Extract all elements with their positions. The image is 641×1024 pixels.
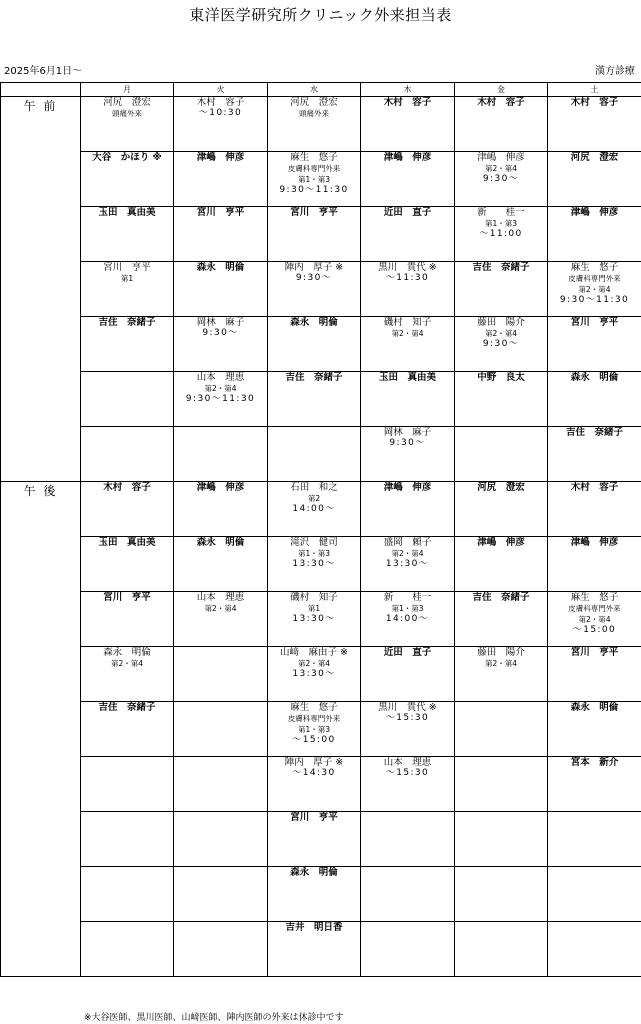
schedule-cell	[174, 647, 268, 702]
schedule-cell	[361, 207, 455, 262]
day-header: 火	[174, 83, 268, 97]
clinic-note: 第1	[307, 604, 321, 613]
schedule-cell	[548, 812, 641, 867]
schedule-cell	[81, 427, 174, 482]
doctor-name: 玉田 真由美	[378, 372, 436, 383]
clinic-hours: 9:30〜11:30	[279, 185, 349, 195]
footnote: ※大谷医師、黒川医師、山﨑医師、陣内医師の外来は休診中です	[84, 1013, 344, 1023]
doctor-name: 宮川 亨平	[570, 647, 619, 658]
schedule-cell	[174, 372, 268, 427]
doctor-name: 玉田 真由美	[98, 537, 156, 548]
schedule-cell	[81, 372, 174, 427]
clinic-note: 第2・第4	[391, 549, 424, 558]
doctor-name: 岡林 麻子	[383, 427, 432, 438]
schedule-row	[1, 702, 641, 757]
doctor-name: 木村 容子	[570, 97, 619, 108]
schedule-cell	[174, 152, 268, 207]
schedule-cell	[174, 97, 268, 152]
schedule-cell	[548, 262, 641, 317]
schedule-cell	[174, 482, 268, 537]
schedule-row	[1, 427, 641, 482]
schedule-cell	[81, 482, 174, 537]
doctor-name: 近田 直子	[383, 647, 432, 658]
doctor-name: 山﨑 麻由子 ※	[280, 647, 348, 658]
day-header: 木	[361, 83, 455, 97]
clinic-hours: 9:30〜11:30	[185, 394, 256, 404]
doctor-name: 陣内 厚子 ※	[284, 757, 344, 768]
schedule-cell	[174, 262, 268, 317]
clinic-hours: 13:30〜	[292, 559, 336, 569]
doctor-name: 宮川 亨平	[103, 262, 151, 273]
doctor-name: 黒川 貴代 ※	[378, 262, 437, 273]
doctor-name: 藤田 陽介	[477, 647, 525, 658]
clinic-note: 皮膚科専門外来	[568, 604, 621, 613]
clinic-hours: 9:30〜11:30	[559, 295, 630, 305]
doctor-name: 山本 理恵	[196, 592, 245, 603]
schedule-cell	[455, 262, 548, 317]
doctor-name: 河尻 澄宏	[290, 97, 338, 108]
schedule-row	[1, 372, 641, 427]
schedule-cell	[455, 482, 548, 537]
schedule-cell	[268, 482, 361, 537]
doctor-name: 新 桂一	[383, 592, 432, 603]
doctor-name: 森永 明倫	[290, 317, 338, 328]
schedule-cell	[81, 262, 174, 317]
doctor-name: 津嶋 伸彦	[196, 482, 245, 493]
clinic-hours: 〜11:30	[385, 273, 430, 283]
doctor-name: 河尻 澄宏	[103, 97, 151, 108]
doctor-name: 宮本 新介	[570, 757, 619, 768]
doctor-name: 津嶋 伸彦	[477, 152, 525, 163]
clinic-note: 第1・第3	[297, 175, 331, 184]
clinic-note: 皮膚科専門外来	[568, 274, 621, 283]
doctor-name: 宮川 亨平	[570, 317, 619, 328]
doctor-name: 森永 明倫	[196, 262, 245, 273]
schedule-cell	[455, 427, 548, 482]
schedule-cell	[455, 317, 548, 372]
clinic-note: 第2・第4	[297, 659, 331, 668]
doctor-name: 新 桂一	[477, 207, 525, 218]
schedule-cell	[361, 702, 455, 757]
schedule-cell	[81, 867, 174, 922]
doctor-name: 宮川 亨平	[103, 592, 151, 603]
schedule-cell	[81, 97, 174, 152]
schedule-cell	[548, 647, 641, 702]
schedule-cell	[174, 812, 268, 867]
schedule-cell	[81, 757, 174, 812]
schedule-cell	[174, 207, 268, 262]
doctor-name: 中野 良太	[477, 372, 525, 383]
clinic-hours: 9:30〜	[482, 174, 520, 184]
schedule-cell	[268, 922, 361, 977]
schedule-table	[0, 82, 641, 977]
doctor-name: 河尻 澄宏	[570, 152, 619, 163]
schedule-cell	[548, 152, 641, 207]
schedule-row	[1, 207, 641, 262]
clinic-hours: 〜15:30	[385, 713, 430, 723]
schedule-cell	[548, 207, 641, 262]
clinic-note: 頭痛外来	[299, 109, 329, 118]
schedule-row	[1, 647, 641, 702]
doctor-name: 津嶋 伸彦	[570, 537, 619, 548]
schedule-cell	[361, 262, 455, 317]
schedule-cell	[268, 592, 361, 647]
clinic-note: 第1・第3	[391, 604, 424, 613]
schedule-cell	[268, 812, 361, 867]
doctor-name: 津嶋 伸彦	[570, 207, 619, 218]
doctor-name: 森永 明倫	[196, 537, 245, 548]
doctor-name: 陣内 厚子 ※	[284, 262, 344, 273]
day-header-row	[1, 83, 641, 97]
schedule-cell	[361, 427, 455, 482]
schedule-row	[1, 262, 641, 317]
doctor-name: 宮川 亨平	[196, 207, 245, 218]
schedule-cell	[548, 702, 641, 757]
doctor-name: 山本 理恵	[383, 757, 432, 768]
clinic-hours: 9:30〜	[482, 339, 520, 349]
doctor-name: 磯村 知子	[383, 317, 432, 328]
schedule-cell	[174, 922, 268, 977]
clinic-hours: 〜14:30	[292, 768, 336, 778]
schedule-cell	[455, 372, 548, 427]
schedule-cell	[268, 262, 361, 317]
schedule-cell	[361, 922, 455, 977]
clinic-hours: 14:00〜	[385, 614, 430, 624]
doctor-name: 山本 理恵	[196, 372, 245, 383]
schedule-cell	[455, 97, 548, 152]
schedule-row	[1, 867, 641, 922]
day-header: 月	[81, 83, 174, 97]
doctor-name: 津嶋 伸彦	[383, 482, 432, 493]
schedule-cell	[361, 152, 455, 207]
schedule-cell	[81, 207, 174, 262]
clinic-note: 頭痛外来	[112, 109, 142, 118]
schedule-cell	[268, 647, 361, 702]
schedule-cell	[548, 537, 641, 592]
clinic-note: 第2・第4	[484, 164, 518, 173]
schedule-cell	[81, 647, 174, 702]
day-header: 土	[548, 83, 641, 97]
schedule-cell	[361, 812, 455, 867]
schedule-cell	[455, 757, 548, 812]
doctor-name: 宮川 亨平	[290, 207, 338, 218]
doctor-name: 大谷 かほり ※	[92, 152, 162, 163]
schedule-cell	[548, 482, 641, 537]
doctor-name: 森永 明倫	[570, 702, 619, 713]
doctor-name: 津嶋 伸彦	[477, 537, 525, 548]
schedule-cell	[268, 372, 361, 427]
doctor-name: 滝沢 健司	[290, 537, 338, 548]
schedule-cell	[81, 592, 174, 647]
clinic-hours: 13:30〜	[292, 614, 336, 624]
doctor-name: 磯村 知子	[290, 592, 338, 603]
clinic-note: 第2・第4	[484, 659, 518, 668]
doctor-name: 津嶋 伸彦	[383, 152, 432, 163]
schedule-cell	[81, 152, 174, 207]
doctor-name: 藤田 陽介	[477, 317, 525, 328]
schedule-cell	[81, 922, 174, 977]
doctor-name: 木村 容子	[196, 97, 245, 108]
doctor-name: 盛岡 頼子	[383, 537, 432, 548]
doctor-name: 黒川 貴代 ※	[378, 702, 437, 713]
doctor-name: 木村 容子	[103, 482, 151, 493]
schedule-cell	[455, 812, 548, 867]
schedule-row	[1, 812, 641, 867]
schedule-cell	[268, 867, 361, 922]
schedule-cell	[81, 812, 174, 867]
schedule-cell	[268, 702, 361, 757]
schedule-cell	[548, 757, 641, 812]
clinic-hours: 14:00〜	[292, 504, 336, 514]
schedule-cell	[361, 757, 455, 812]
clinic-hours: 9:30〜	[202, 328, 239, 338]
doctor-name: 吉住 奈緒子	[565, 427, 623, 438]
doctor-name: 河尻 澄宏	[477, 482, 525, 493]
corner-cell	[1, 83, 81, 97]
schedule-row	[1, 592, 641, 647]
doctor-name: 津嶋 伸彦	[196, 152, 245, 163]
schedule-cell	[361, 537, 455, 592]
clinic-hours: 〜15:30	[385, 768, 430, 778]
clinic-note: 第2・第4	[578, 285, 611, 294]
schedule-row	[1, 537, 641, 592]
clinic-hours: 13:30〜	[292, 669, 336, 679]
doctor-name: 麻生 悠子	[290, 702, 338, 713]
schedule-cell	[548, 372, 641, 427]
schedule-cell	[548, 922, 641, 977]
schedule-cell	[361, 372, 455, 427]
department-label: 漢方診療	[595, 66, 635, 77]
clinic-note: 第1・第3	[297, 549, 331, 558]
schedule-cell	[548, 97, 641, 152]
schedule-cell	[361, 647, 455, 702]
doctor-name: 森永 明倫	[290, 867, 338, 878]
schedule-cell	[81, 317, 174, 372]
schedule-cell	[174, 702, 268, 757]
clinic-hours: 9:30〜	[389, 438, 426, 448]
doctor-name: 宮川 亨平	[290, 812, 338, 823]
doctor-name: 木村 容子	[477, 97, 525, 108]
schedule-cell	[548, 317, 641, 372]
schedule-cell	[174, 757, 268, 812]
schedule-row	[1, 922, 641, 977]
schedule-cell	[455, 592, 548, 647]
schedule-cell	[361, 97, 455, 152]
schedule-cell	[268, 152, 361, 207]
clinic-note: 第2	[307, 494, 321, 503]
schedule-cell	[268, 317, 361, 372]
schedule-cell	[361, 867, 455, 922]
schedule-cell	[455, 647, 548, 702]
schedule-cell	[548, 427, 641, 482]
effective-date: 2025年6月1日〜	[4, 66, 83, 77]
clinic-note: 皮膚科専門外来	[287, 164, 341, 173]
schedule-cell	[174, 537, 268, 592]
schedule-cell	[455, 867, 548, 922]
schedule-cell	[361, 592, 455, 647]
schedule-cell	[174, 867, 268, 922]
schedule-cell	[548, 867, 641, 922]
clinic-note: 第2・第4	[204, 604, 237, 613]
schedule-cell	[361, 482, 455, 537]
clinic-hours: 9:30〜	[295, 273, 333, 283]
schedule-cell	[455, 207, 548, 262]
schedule-cell	[455, 922, 548, 977]
doctor-name: 吉井 明日香	[285, 922, 343, 933]
clinic-hours: 〜10:30	[198, 108, 243, 118]
clinic-hours: 〜15:00	[572, 625, 617, 635]
clinic-note: 第1・第3	[484, 219, 518, 228]
doctor-name: 玉田 真由美	[98, 207, 156, 218]
doctor-name: 吉住 奈緒子	[98, 317, 156, 328]
schedule-cell	[548, 592, 641, 647]
doctor-name: 森永 明倫	[570, 372, 619, 383]
clinic-note: 第1・第3	[297, 725, 331, 734]
doctor-name: 麻生 悠子	[290, 152, 338, 163]
period-label: 午 後	[1, 482, 81, 977]
doctor-name: 木村 容子	[570, 482, 619, 493]
clinic-hours: 〜15:00	[292, 735, 336, 745]
doctor-name: 近田 直子	[383, 207, 432, 218]
schedule-cell	[174, 427, 268, 482]
clinic-note: 第2・第4	[204, 384, 237, 393]
schedule-cell	[268, 207, 361, 262]
doctor-name: 吉住 奈緒子	[472, 262, 530, 273]
doctor-name: 吉住 奈緒子	[98, 702, 156, 713]
day-header: 水	[268, 83, 361, 97]
doctor-name: 麻生 悠子	[570, 592, 619, 603]
doctor-name: 石田 和之	[290, 482, 338, 493]
doctor-name: 吉住 奈緒子	[472, 592, 530, 603]
schedule-cell	[268, 97, 361, 152]
clinic-note: 第2・第4	[110, 659, 144, 668]
schedule-cell	[268, 757, 361, 812]
schedule-cell	[81, 702, 174, 757]
schedule-row	[1, 482, 641, 537]
page-title: 東洋医学研究所クリニック外来担当表	[189, 6, 452, 24]
doctor-name: 森永 明倫	[103, 647, 151, 658]
schedule-cell	[455, 152, 548, 207]
schedule-cell	[268, 537, 361, 592]
day-header: 金	[455, 83, 548, 97]
period-label: 午 前	[1, 97, 81, 482]
schedule-row	[1, 97, 641, 152]
schedule-cell	[81, 537, 174, 592]
clinic-hours: 〜11:00	[479, 229, 523, 239]
clinic-note: 第2・第4	[578, 615, 611, 624]
schedule-cell	[174, 592, 268, 647]
doctor-name: 岡林 麻子	[196, 317, 245, 328]
clinic-note: 第1	[120, 274, 134, 283]
doctor-name: 吉住 奈緒子	[285, 372, 343, 383]
doctor-name: 木村 容子	[383, 97, 432, 108]
clinic-note: 第2・第4	[484, 329, 518, 338]
schedule-cell	[455, 537, 548, 592]
doctor-name: 麻生 悠子	[570, 262, 619, 273]
clinic-hours: 13:30〜	[385, 559, 430, 569]
schedule-row	[1, 152, 641, 207]
schedule-row	[1, 317, 641, 372]
schedule-cell	[455, 702, 548, 757]
schedule-cell	[268, 427, 361, 482]
clinic-note: 第2・第4	[391, 329, 424, 338]
schedule-row	[1, 757, 641, 812]
schedule-cell	[361, 317, 455, 372]
schedule-cell	[174, 317, 268, 372]
schedule-body	[1, 97, 641, 977]
clinic-note: 皮膚科専門外来	[287, 714, 341, 723]
